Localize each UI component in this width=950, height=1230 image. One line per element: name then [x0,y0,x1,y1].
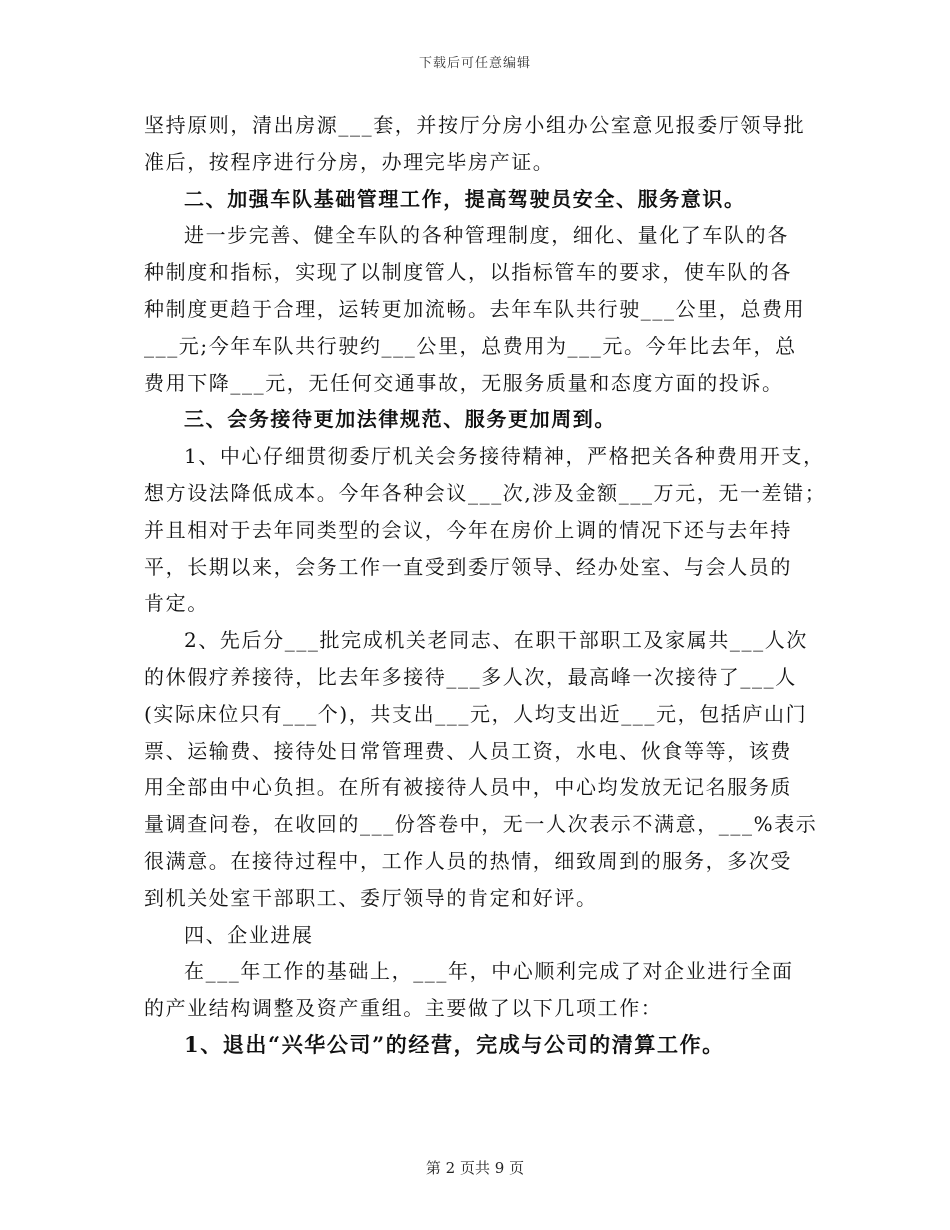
page-footer: 第 2 页共 9 页 [425,1159,525,1177]
page-header: 下载后可任意编辑 [418,56,531,71]
text-line: 肯定。 [144,591,209,616]
paragraph-fleet [144,217,814,401]
section-heading-4 [144,917,814,954]
text-line: 准后，按程序进行分房，办理完毕房产证。 [144,149,555,174]
subheading-exit-xinghua [144,1027,814,1064]
paragraph-meetings [144,438,827,622]
heading-text: 二、加强车队基础管理工作，提高驾驶员安全、服务意识。 [184,186,746,211]
text-line: 种制度和指标，实现了以制度管人，以指标管车的要求，使车队的各 [144,260,792,285]
text-line: 很满意。在接待过程中，工作人员的热情，细致周到的服务，多次受 [144,848,792,873]
text-line: 种制度更趋于合理，运转更加流畅。去年车队共行驶___公里，总费用 [144,296,806,321]
text-line: 量调查问卷，在收回的___份答卷中，无一人次表示不满意，___%表示 [144,812,818,837]
text-line: 的休假疗养接待，比去年多接待___多人次，最高峰一次接待了___人 [144,664,797,689]
section-heading-2 [144,181,814,218]
text-line: 的产业结构调整及资产重组。主要做了以下几项工作： [144,996,663,1021]
text-line: 用全部由中心负担。在所有被接待人员中，中心均发放无记名服务质 [144,775,792,800]
text-line: 1、中心仔细贯彻委厅机关会务接待精神，严格把关各种费用开支， [184,444,825,469]
text-line: 平，长期以来，会务工作一直受到委厅领导、经办处室、与会人员的 [144,554,792,579]
text-line: (实际床位只有___个)，共支出___元，人均支出近___元，包括庐山门 [144,701,808,726]
text-line: 坚持原则，清出房源___套，并按厅分房小组办公室意见报委厅领导批 [144,113,806,137]
text-line: 想方设法降低成本。今年各种会议___次,涉及金额___万元，无一差错； [144,480,827,505]
text-line: ___元;今年车队共行驶约___公里，总费用为___元。今年比去年，总 [144,333,797,358]
paragraph-enterprise [144,953,814,1027]
text-line: 2、先后分___批完成机关老同志、在职干部职工及家属共___人次 [184,628,808,653]
text-line: 到机关处室干部职工、委厅领导的肯定和好评。 [144,885,598,910]
text-line: 进一步完善、健全车队的各种管理制度，细化、量化了车队的各 [184,223,789,248]
text-line: 票、运输费、接待处日常管理费、人员工资，水电、伙食等等，该费 [144,738,792,763]
paragraph-housing [144,107,814,181]
text-line: 费用下降___元，无任何交通事故，无服务质量和态度方面的投诉。 [144,370,784,395]
heading-text: 三、会务接待更加法律规范、服务更加周到。 [184,407,616,432]
heading-text: 1、退出“兴华公司”的经营，完成与公司的清算工作。 [184,1031,725,1057]
document-body [144,107,827,1064]
text-line: 在___年工作的基础上，___年，中心顺利完成了对企业进行全面 [184,959,794,984]
paragraph-reception [144,622,818,916]
heading-text: 四、企业进展 [184,922,314,947]
text-line: 并且相对于去年同类型的会议，今年在房价上调的情况下还与去年持 [144,517,792,542]
section-heading-3 [144,401,814,438]
